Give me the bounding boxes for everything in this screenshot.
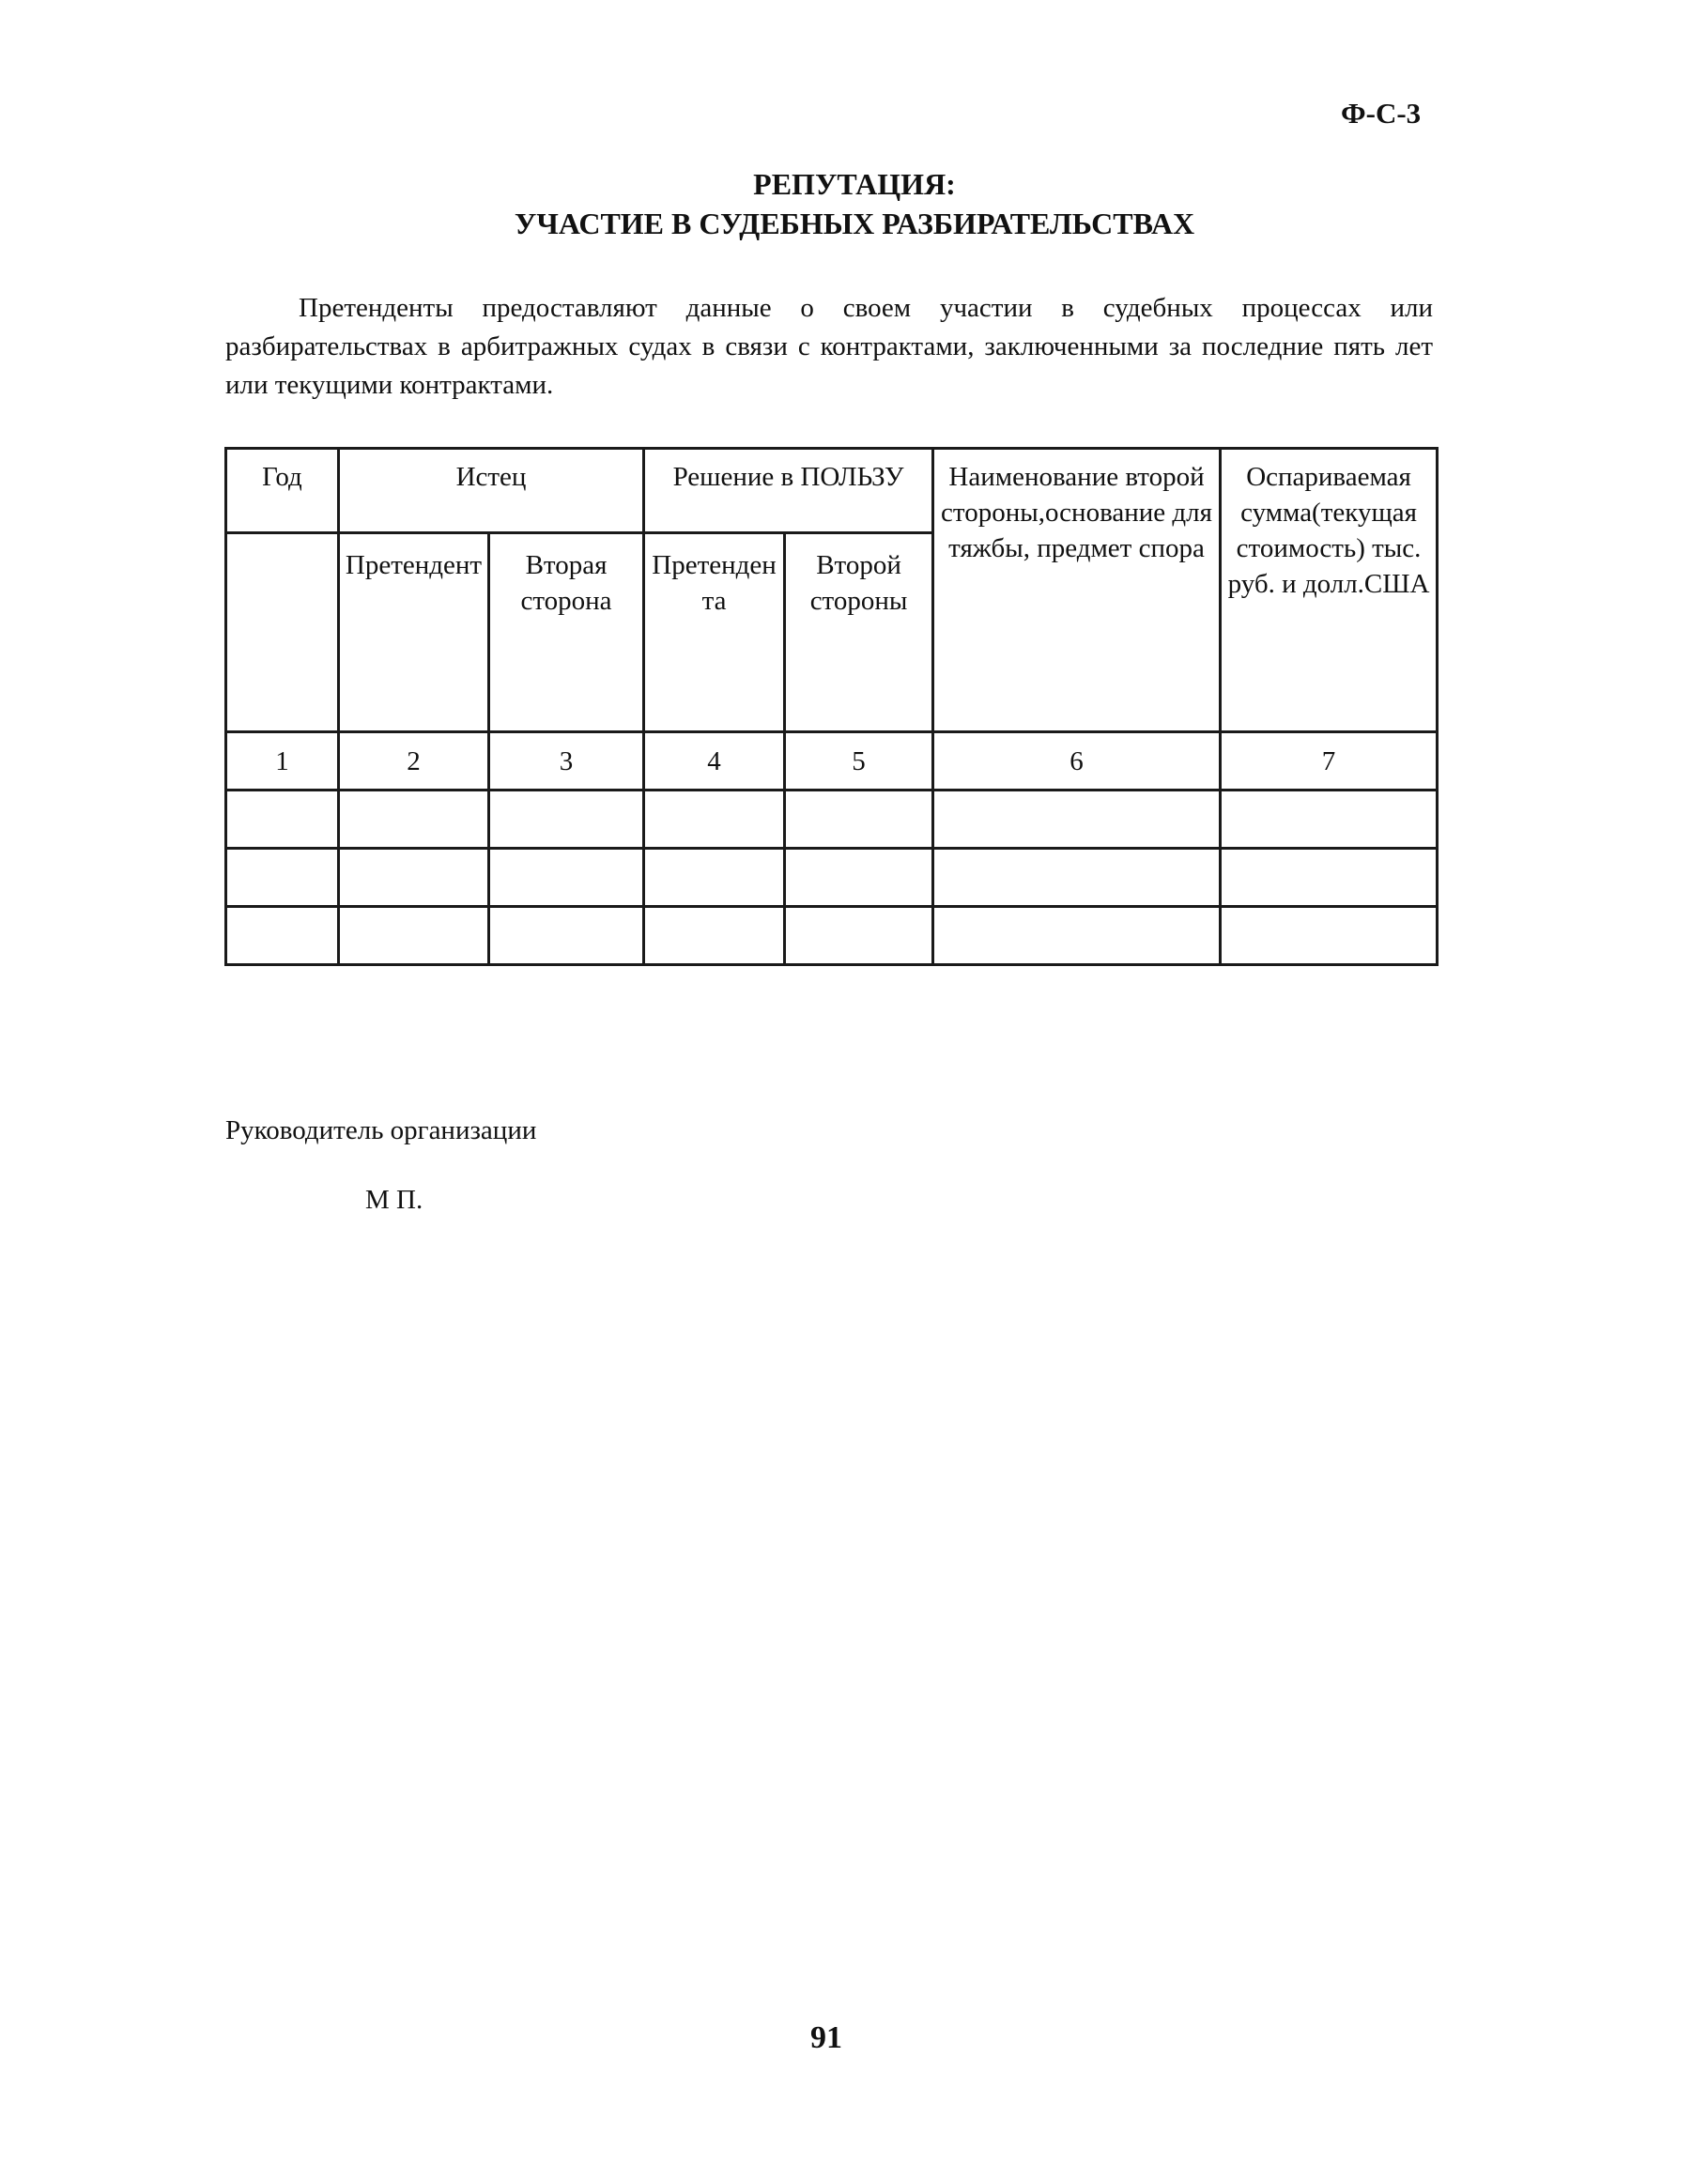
blank-table-row: [226, 791, 1438, 849]
intro-text: Претенденты предоставляют данные о своем участии в судебных процессах или разбирательствах в арбитражных судах в связи с контрактами, заключенными за последние пять лет или текущими контрактами.: [225, 293, 1433, 400]
blank-cell: [1221, 791, 1438, 849]
subheader-decision-applicant: Претендента: [644, 533, 785, 732]
column-number: 5: [785, 732, 933, 791]
column-number: 6: [933, 732, 1221, 791]
form-code: Ф-С-3: [1341, 97, 1422, 130]
blank-table-row: [226, 849, 1438, 907]
intro-paragraph: [225, 289, 1433, 405]
blank-cell: [226, 791, 339, 849]
column-number: 4: [644, 732, 785, 791]
header-plaintiff: Истец: [339, 449, 644, 533]
blank-cell: [785, 849, 933, 907]
subheader-plaintiff-applicant: Претендент: [339, 533, 489, 732]
blank-cell: [933, 791, 1221, 849]
blank-cell: [339, 791, 489, 849]
blank-cell: [933, 849, 1221, 907]
header-year: Год: [226, 449, 339, 533]
litigation-table: [224, 447, 1439, 966]
signature-label: Руководитель организации: [225, 1115, 537, 1145]
blank-cell: [226, 907, 339, 965]
column-number: 7: [1221, 732, 1438, 791]
subheader-year-empty: [226, 533, 339, 732]
column-number-row: [226, 732, 1438, 791]
blank-cell: [1221, 907, 1438, 965]
header-disputed-sum: Оспариваемая сумма(текущая стоимость) тыс. руб. и долл.США: [1221, 449, 1438, 732]
column-number: 3: [489, 732, 644, 791]
header-decision: Решение в ПОЛЬЗУ: [644, 449, 933, 533]
page-number: 91: [810, 2020, 842, 2055]
document-title: [376, 164, 1333, 243]
column-number: 2: [339, 732, 489, 791]
blank-table-row: [226, 907, 1438, 965]
blank-cell: [785, 907, 933, 965]
title-line-2: УЧАСТИЕ В СУДЕБНЫХ РАЗБИРАТЕЛЬСТВАХ: [514, 207, 1195, 240]
blank-cell: [644, 791, 785, 849]
blank-cell: [785, 791, 933, 849]
table-header-row: [226, 449, 1438, 533]
column-number: 1: [226, 732, 339, 791]
title-line-1: РЕПУТАЦИЯ:: [753, 167, 956, 201]
blank-cell: [489, 907, 644, 965]
blank-cell: [339, 907, 489, 965]
blank-cell: [933, 907, 1221, 965]
blank-cell: [1221, 849, 1438, 907]
blank-cell: [226, 849, 339, 907]
blank-cell: [644, 907, 785, 965]
blank-cell: [489, 849, 644, 907]
header-other-party: Наименование второй стороны,основание для тяжбы, предмет спора: [933, 449, 1221, 732]
blank-cell: [489, 791, 644, 849]
subheader-plaintiff-other: Вторая сторона: [489, 533, 644, 732]
blank-cell: [339, 849, 489, 907]
stamp-label: М П.: [365, 1185, 423, 1215]
subheader-decision-other: Второй стороны: [785, 533, 933, 732]
blank-cell: [644, 849, 785, 907]
